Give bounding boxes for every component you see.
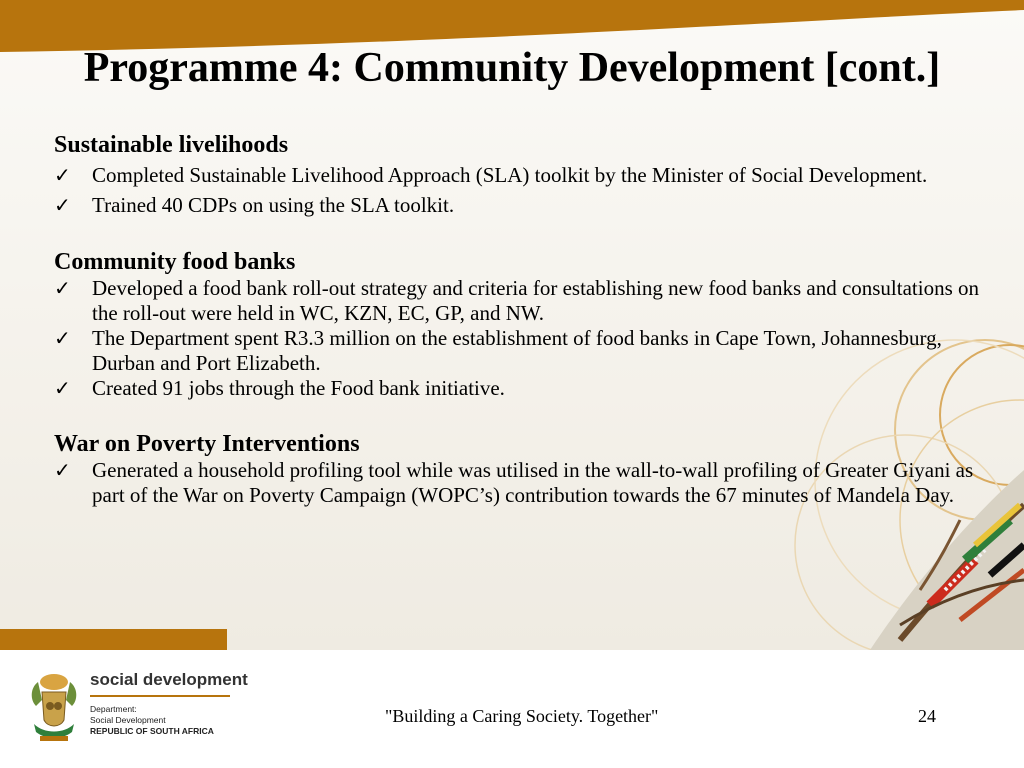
checkmark-icon: ✓ — [54, 276, 71, 300]
bullet-text: Trained 40 CDPs on using the SLA toolkit. — [92, 193, 455, 217]
dept-line: Social Development — [90, 715, 166, 725]
list-item — [54, 191, 984, 219]
section-heading: Community food banks — [54, 249, 296, 275]
checkmark-icon: ✓ — [54, 376, 71, 400]
list-item — [54, 276, 984, 326]
bullet-text: Generated a household profiling tool while was utilised in the wall-to-wall profiling of Greater Giyani as part of the War on Poverty Campaign (WOPC’s) contribution towards the 67 minutes of Mandela Day. — [92, 458, 974, 507]
dept-line: REPUBLIC OF SOUTH AFRICA — [90, 726, 214, 736]
dept-line: Department: — [90, 704, 137, 714]
bullet-text: Developed a food bank roll-out strategy and criteria for establishing new food banks and consultations on the roll-out were held in WC, KZN, EC, GP, and NW. — [92, 276, 980, 325]
list-item — [54, 376, 984, 401]
footer-slogan: "Building a Caring Society. Together" — [385, 706, 659, 726]
section-sustainable-livelihoods — [54, 132, 984, 219]
slide-title: Programme 4: Community Development [cont.] — [83, 45, 941, 91]
section-community-food-banks — [54, 249, 984, 401]
bullet-text: Created 91 jobs through the Food bank initiative. — [92, 376, 505, 400]
coat-of-arms-logo — [24, 670, 84, 746]
checkmark-icon: ✓ — [54, 326, 71, 350]
bullet-text: Completed Sustainable Livelihood Approach (SLA) toolkit by the Minister of Social Development. — [92, 163, 928, 187]
list-item — [54, 458, 984, 508]
checkmark-icon: ✓ — [54, 458, 71, 482]
section-heading: Sustainable livelihoods — [54, 132, 289, 158]
slide-content — [54, 132, 984, 508]
brand-underline — [90, 695, 230, 697]
checkmark-icon: ✓ — [54, 163, 71, 187]
checkmark-icon: ✓ — [54, 193, 71, 217]
list-item — [54, 161, 984, 189]
department-block — [90, 704, 214, 737]
bullet-text: The Department spent R3.3 million on the establishment of food banks in Cape Town, Johannesburg, Durban and Port Elizabeth. — [92, 326, 942, 375]
list-item — [54, 326, 984, 376]
section-war-on-poverty — [54, 431, 984, 508]
brand-name: social development — [90, 670, 248, 689]
section-heading: War on Poverty Interventions — [54, 431, 360, 457]
footer-accent-strip — [0, 629, 227, 650]
page-number: 24 — [918, 706, 936, 726]
